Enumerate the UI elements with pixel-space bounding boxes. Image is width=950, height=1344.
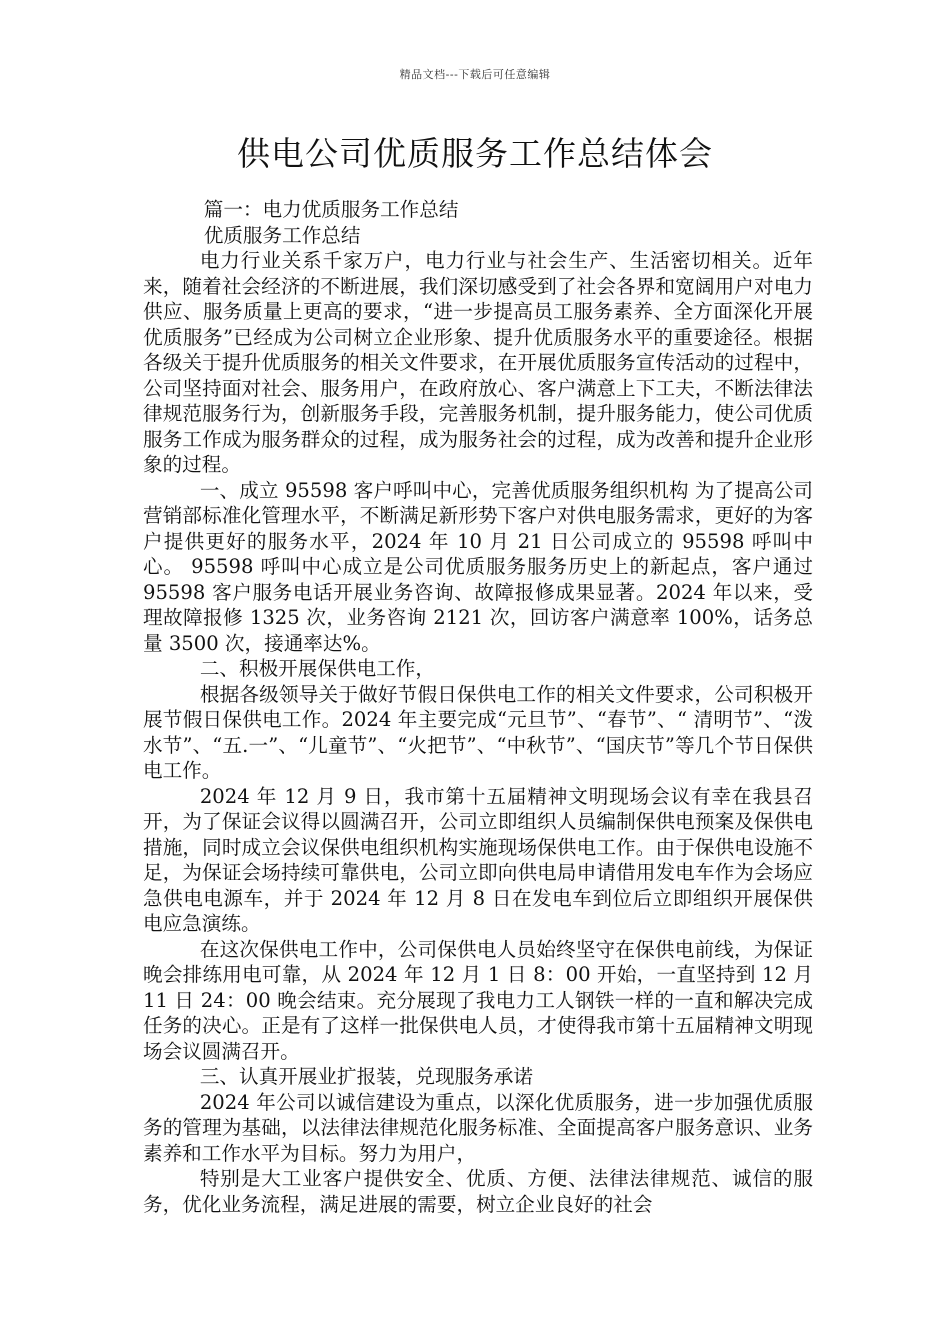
body-paragraph: 在这次保供电工作中，公司保供电人员始终坚守在保供电前线，为保证晚会排练用电可靠，从 2024 年 12 月 1 日 8：00 开始，一直坚持到 12 月 11 日 24：00 晚会结束。充分展现了我电力工人钢铁一样的一直和解决完成任务的决心。正是有了这样一批保供电人员，才使得我市第十五届精神文明现场会议圆满召开。 [143,937,813,1063]
subsection-heading: 优质服务工作总结 [203,223,361,247]
body-paragraph: 2024 年 12 月 9 日，我市第十五届精神文明现场会议有幸在我县召开，为了保证会议得以圆满召开，公司立即组织人员编制保供电预案及保供电措施，同时成立会议保供电组织机构实施现场保供电工作。由于保供电设施不足，为保证会场持续可靠供电，公司立即向供电局申请借用发电车作为会场应急供电电源车，并于 2024 年 12 月 8 日在发电车到位后立即组织开展保供电应急演练。 [143,784,813,935]
body-paragraph: 2024 年公司以诚信建设为重点，以深化优质服务，进一步加强优质服务的管理为基础，以法律法律规范化服务标准、全面提高客户服务意识、业务素养和工作水平为目标。努力为用户， [143,1090,813,1165]
body-paragraph: 电力行业关系千家万户，电力行业与社会生产、生活密切相关。近年来，随着社会经济的不断进展，我们深切感受到了社会各界和宽阔用户对电力供应、服务质量上更高的要求，“进一步提高员工服务素养、全方面深化开展优质服务”已经成为公司树立企业形象、提升优质服务水平的重要途径。根据各级关于提升优质服务的相关文件要求，在开展优质服务宣传活动的过程中，公司坚持面对社会、服务用户，在政府放心、客户满意上下工夫，不断法律法律规范服务行为，创新服务手段，完善服务机制，提升服务能力，使公司优质服务工作成为服务群众的过程，成为服务社会的过程，成为改善和提升企业形象的过程。 [143,249,813,476]
body-paragraph: 特别是大工业客户提供安全、优质、方便、法律法律规范、诚信的服务，优化业务流程，满足进展的需要，树立企业良好的社会 [143,1167,813,1216]
document-body [143,197,813,1217]
section-heading: 篇一：电力优质服务工作总结 [203,198,459,221]
header-note: 精品文档---下载后可任意编辑 [399,68,551,81]
body-paragraph: 根据各级领导关于做好节假日保供电工作的相关文件要求，公司积极开展节假日保供电工作。2024 年主要完成“元旦节”、“春节”、“ 清明节”、“泼水节”、“五.一”、“儿童节”、“火把节”、“中秋节”、“国庆节”等几个节日保供电工作。 [143,682,813,782]
section-heading: 三、认真开展业扩报装，兑现服务承诺 [199,1065,533,1088]
section-heading: 二、积极开展保供电工作， [199,657,435,680]
document-title: 供电公司优质服务工作总结体会 [237,134,713,173]
body-paragraph: 一、成立 95598 客户呼叫中心，完善优质服务组织机构 为了提高公司营销部标准化管理水平，不断满足新形势下客户对供电服务需求，更好的为客户提供更好的服务水平，2024 年 10 月 21 日公司成立的 95598 呼叫中心。 95598 呼叫中心成立是公司优质服务服务历史上的新起点，客户通过 95598 客户服务电话开展业务咨询、故障报修成果显著。2024 年以来，受理故障报修 1325 次，业务咨询 2121 次，回访客户满意率 100%，话务总量 3500 次，接通率达%。 [143,478,813,655]
